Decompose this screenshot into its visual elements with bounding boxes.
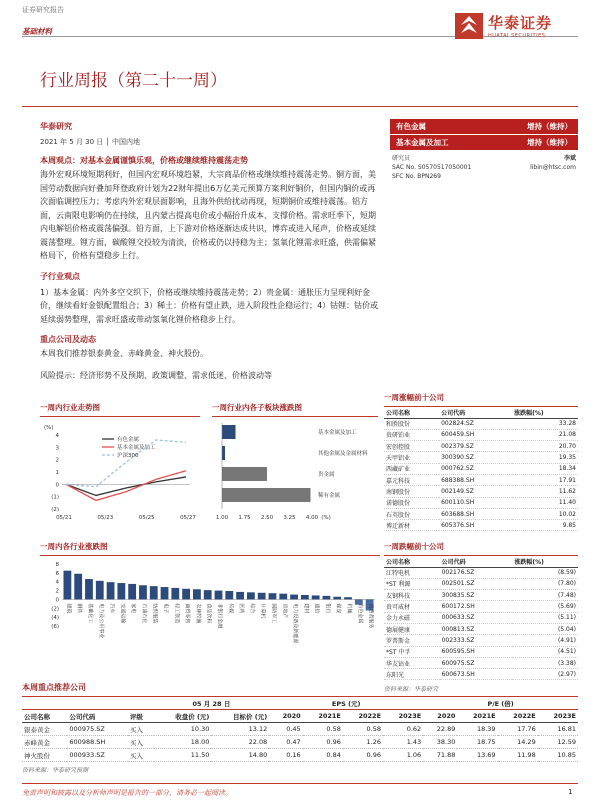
recommend-row bbox=[22, 723, 578, 736]
industry-bar bbox=[225, 591, 233, 599]
recommend-cell: 1.06 bbox=[383, 749, 423, 762]
kicker: 华泰研究 bbox=[40, 122, 72, 131]
industry-label: 纺织服装 bbox=[151, 603, 158, 624]
recommend-cell: 17.76 bbox=[498, 723, 538, 736]
col-header: 2023E bbox=[398, 712, 422, 720]
industry-bar bbox=[301, 595, 309, 599]
recommend-cell: 神火股份 bbox=[22, 749, 67, 762]
subsector-bar-chart bbox=[212, 417, 378, 532]
loser-row-cell: 600595.SH bbox=[440, 646, 513, 657]
col-header: 2022E bbox=[513, 712, 536, 720]
industry-label: 家电 bbox=[130, 603, 137, 614]
recommend-cell: 14.80 bbox=[211, 749, 269, 762]
recommend-cell: 11.50 bbox=[154, 749, 212, 762]
industry-bar bbox=[247, 592, 255, 599]
recommend-row bbox=[22, 749, 578, 762]
gainer-row bbox=[384, 452, 578, 463]
gainer-row-cell: 002379.SZ bbox=[439, 441, 512, 452]
recommend-cell: 18.39 bbox=[457, 723, 497, 736]
gainer-row-cell: 西藏矿业 bbox=[384, 463, 439, 474]
industry-label: 石油石化 bbox=[140, 603, 147, 624]
page-number: 1 bbox=[568, 788, 573, 796]
legend-label: 沪深300 bbox=[117, 453, 139, 459]
chart-1 bbox=[40, 402, 200, 532]
gainer-row bbox=[384, 486, 578, 497]
recommend-row bbox=[22, 736, 578, 749]
subsector-bar bbox=[222, 425, 236, 439]
gainer-row-cell: 9.85 bbox=[512, 520, 578, 531]
chart-3 bbox=[40, 541, 380, 676]
industry-bar bbox=[279, 594, 287, 600]
gainer-row-cell: 000762.SZ bbox=[439, 463, 512, 474]
recommend-cell: 0.45 bbox=[269, 723, 302, 736]
industry-bar bbox=[139, 585, 147, 599]
industry-bar bbox=[64, 571, 72, 600]
loser-row-cell: (4.91) bbox=[512, 635, 578, 646]
industry-label: 机械 bbox=[346, 603, 353, 614]
loser-row bbox=[384, 601, 578, 612]
rating-box bbox=[390, 119, 578, 181]
industry-label: 房地产 bbox=[281, 603, 288, 619]
recommend-cell: 1.26 bbox=[343, 736, 383, 749]
recommend-cell: 银泰黄金 bbox=[22, 723, 67, 736]
loser-row-cell: 002501.SZ bbox=[440, 578, 513, 589]
gainer-row bbox=[384, 508, 578, 519]
loser-row bbox=[384, 669, 578, 680]
recommend-cell: 0.96 bbox=[303, 736, 343, 749]
industry-label: 钢铁 bbox=[76, 603, 83, 614]
col-header: 公司代码 bbox=[69, 712, 96, 721]
x-tick: 05/25 bbox=[138, 515, 155, 521]
huatai-logo-icon bbox=[455, 13, 483, 39]
recommend-cell: 13.69 bbox=[457, 749, 497, 762]
disclaimer: 免责声明和披露以及分析师声明是报告的一部分，请务必一起阅读。 bbox=[22, 789, 232, 797]
col-header: 2022E bbox=[358, 712, 382, 720]
losers-table: 公司名称 公司代码 涨跌幅(%) 江特电机 002176.SZ (8.59) *ST 利源 002501.SZ (7.80) 友钢科技 300835.SZ (7.48) 贵可威材 600172.SH (5.69) 金力永磁 000633.SZ (5.11) 德展健康 000813.SZ (5.04) 罗普斯金 002333.SZ (4.91) *ST 中孚 600595.SH (4.51) 华友钴业 600975.SZ (3.38) 东阳光 600673.SH (2.97) bbox=[384, 556, 578, 680]
loser-row-cell: (5.04) bbox=[512, 623, 578, 634]
y-tick: (2) bbox=[51, 606, 59, 613]
gainer-row-cell: 002824.SZ bbox=[439, 418, 512, 429]
y-tick: 8 bbox=[55, 562, 59, 568]
subsector-label: 其他金属及金属材料 bbox=[318, 451, 368, 457]
recommend-section bbox=[22, 682, 578, 774]
industry-label: 煤炭 bbox=[335, 603, 342, 614]
industry-bar bbox=[258, 593, 266, 600]
industry-label: 电力设备及新能源 bbox=[292, 603, 299, 644]
industry-bar bbox=[215, 591, 223, 600]
gainer-row-cell: 33.28 bbox=[512, 418, 578, 429]
industry-label: 电子 bbox=[162, 603, 169, 614]
recommend-cell: 71.88 bbox=[423, 749, 457, 762]
x-tick: 05/23 bbox=[97, 515, 114, 521]
y-tick: 1 bbox=[55, 470, 59, 476]
col-header: 公司名称 bbox=[24, 712, 50, 721]
recommend-cell: 0.62 bbox=[383, 723, 423, 736]
gainers-panel bbox=[384, 392, 578, 531]
analyst-email[interactable]: libin@htsc.com bbox=[530, 164, 576, 171]
industry-label: 基础化工 bbox=[86, 603, 93, 624]
chart-3-title: 一周内各行业涨跌图 bbox=[40, 541, 380, 556]
industry-label: 医药 bbox=[238, 603, 245, 614]
loser-row-cell: 600172.SH bbox=[440, 601, 513, 612]
industry-bar bbox=[161, 587, 169, 599]
loser-row-cell: (2.97) bbox=[512, 669, 578, 680]
rating-row: 基本金属及加工 增持（维持） bbox=[390, 134, 578, 150]
loser-row-cell: 300835.SZ bbox=[440, 590, 513, 601]
chart-1-title: 一周内行业走势图 bbox=[40, 402, 200, 417]
industry-bar bbox=[96, 581, 104, 600]
recommend-cell: 赤峰黄金 bbox=[22, 736, 67, 749]
risk-text: 风险提示：经济形势不及预期、政策调整、需求低迷、价格波动等 bbox=[40, 370, 272, 380]
x-tick: 05/21 bbox=[56, 515, 72, 521]
loser-row-cell: (5.69) bbox=[512, 601, 578, 612]
recommend-cell: 0.16 bbox=[269, 749, 302, 762]
gainer-row-cell: 博迁新材 bbox=[384, 520, 439, 531]
industry-bar bbox=[236, 592, 244, 600]
focus-body: 本周我们推荐银泰黄金、赤峰黄金、神火股份。 bbox=[40, 349, 208, 358]
losers-panel bbox=[384, 541, 578, 693]
sfc-no: SFC No. BPN269 bbox=[392, 173, 441, 180]
x-tick: 2.50 bbox=[260, 515, 274, 521]
gainers-table: 公司名称 公司代码 涨跌幅(%) 和胜股份 002824.SZ 33.28 贵研铂业 600459.SH 21.08 宏创控股 002379.SZ 20.70 天甲铝业 300390.SZ 19.35 西藏矿业 000762.SZ 18.34 嘉元科技 688388.SH 17.91 南钢股份 002149.SZ 11.62 诺德股份 600110.SH 11.40 石英股份 603688.SH 10.02 博迁新材 605376.SH 9.85 bbox=[384, 407, 578, 531]
loser-row-cell: 贵可威材 bbox=[384, 601, 440, 612]
loser-row-cell: 002176.SZ bbox=[440, 567, 513, 578]
analyst-name: 李斌 bbox=[563, 155, 576, 162]
gainers-title: 一周涨幅前十公司 bbox=[384, 392, 578, 407]
recommend-cell: 买入 bbox=[128, 723, 154, 736]
y-unit: (%) bbox=[44, 425, 54, 431]
industry-label: 食品饮料 bbox=[205, 603, 212, 624]
loser-row-cell: 东阳光 bbox=[384, 669, 440, 680]
gainer-row-cell: 605376.SH bbox=[439, 520, 512, 531]
series-line bbox=[66, 477, 186, 496]
loser-row-cell: 德展健康 bbox=[384, 623, 440, 634]
gainer-row-cell: 19.35 bbox=[512, 452, 578, 463]
industry-label: 电力及公用事业 bbox=[97, 603, 104, 639]
recommend-cell: 18.00 bbox=[154, 736, 212, 749]
footer-rule bbox=[22, 783, 578, 784]
loser-row-cell: 600673.SH bbox=[440, 669, 513, 680]
industry-label: 建材 bbox=[302, 603, 309, 614]
industry-bar bbox=[193, 589, 201, 599]
loser-row-cell: 罗普斯金 bbox=[384, 635, 440, 646]
gainer-row-cell: 21.08 bbox=[512, 429, 578, 440]
industry-bar-chart bbox=[40, 556, 380, 680]
gainer-row-cell: 石英股份 bbox=[384, 508, 439, 519]
y-tick: (6) bbox=[51, 624, 59, 630]
subsector-bar bbox=[222, 467, 267, 481]
gainer-row-cell: 20.70 bbox=[512, 441, 578, 452]
chart-2-title: 一周行业内各子板块涨跌图 bbox=[212, 402, 378, 417]
viewpoint-title: 对基本金属谨慎乐观，价格或继续维持震荡走势 bbox=[80, 156, 248, 165]
recommend-cell: 1.43 bbox=[383, 736, 423, 749]
gainer-row-cell: 18.34 bbox=[512, 463, 578, 474]
focus-title: 重点公司及动态 bbox=[40, 335, 96, 344]
subsector-label: 贵金属 bbox=[318, 472, 335, 478]
loser-row bbox=[384, 567, 578, 578]
x-tick: 05/27 bbox=[180, 515, 196, 521]
logo-cn: 华泰证券 bbox=[488, 14, 553, 32]
loser-row-cell: (8.59) bbox=[512, 567, 578, 578]
y-tick: 4 bbox=[55, 433, 59, 439]
loser-row bbox=[384, 623, 578, 634]
industry-label: 农林牧渔 bbox=[194, 603, 201, 624]
gainer-row-cell: 17.91 bbox=[512, 474, 578, 485]
recommend-cell: 0.58 bbox=[303, 723, 343, 736]
loser-row-cell: *ST 利源 bbox=[384, 578, 440, 589]
gainer-row-cell: 宏创控股 bbox=[384, 441, 439, 452]
loser-row-cell: 002333.SZ bbox=[440, 635, 513, 646]
gainer-row-cell: 和胜股份 bbox=[384, 418, 439, 429]
y-tick: 0 bbox=[55, 482, 59, 489]
losers-source: 资料来源：华泰研究 bbox=[384, 686, 439, 694]
industry-bar bbox=[204, 590, 212, 599]
industry-bar bbox=[117, 583, 125, 599]
industry-bar bbox=[85, 579, 93, 599]
industry-bar bbox=[107, 582, 115, 599]
logo bbox=[455, 12, 552, 39]
loser-row-cell: (7.80) bbox=[512, 578, 578, 589]
loser-row bbox=[384, 590, 578, 601]
col-header: 目标价 (元) bbox=[233, 712, 268, 721]
industry-bar bbox=[323, 596, 331, 600]
industry-label: 通信 bbox=[313, 603, 320, 614]
gainer-row-cell: 688388.SH bbox=[439, 474, 512, 485]
recommend-cell: 11.98 bbox=[498, 749, 538, 762]
analyst-label: 研究员 bbox=[392, 155, 411, 162]
recommend-table: 05 月 28 日 EPS (元) P/E (倍) 公司名称 公司代码 评级 收盘价 (元) 目标价 (元) 2020 2021E 2022E 2023E 2020 2021E 2022E 2023E 银泰黄金 000975.SZ 买入 10.30 13.12 0.45 0.58 0.58 0.62 22.89 18.39 17.76 16.81 赤峰黄金 600988.SH 买入 18.00 22.08 0.47 0.96 1.26 1.43 38.30 18.75 14.29 12.59 神火股份 000933.SZ 买入 11.50 14.80 0.16 0.84 0.96 1.06 71.88 13.69 11.98 10.85 bbox=[22, 696, 578, 762]
loser-row-cell: 华友钴业 bbox=[384, 657, 440, 668]
gainer-row bbox=[384, 497, 578, 508]
y-tick: 4 bbox=[55, 579, 59, 586]
loser-row bbox=[384, 646, 578, 657]
loser-row-cell: (5.11) bbox=[512, 612, 578, 623]
loser-row bbox=[384, 612, 578, 623]
recommend-cell: 12.59 bbox=[538, 736, 578, 749]
gainer-row-cell: 600459.SH bbox=[439, 429, 512, 440]
recommend-cell: 000975.SZ bbox=[67, 723, 127, 736]
recommend-cell: 000933.SZ bbox=[67, 749, 127, 762]
loser-row-cell: 金力永磁 bbox=[384, 612, 440, 623]
col-header: 收盘价 (元) bbox=[175, 712, 210, 721]
recommend-title: 本周重点推荐公司 bbox=[22, 683, 86, 692]
x-tick: 4.00 bbox=[305, 515, 319, 521]
recommend-cell: 38.30 bbox=[423, 736, 457, 749]
industry-label: 商贸零售 bbox=[184, 603, 191, 624]
industry-label: 轻工制造 bbox=[173, 603, 180, 624]
x-tick: 3.25 bbox=[283, 515, 296, 521]
industry-bar bbox=[344, 597, 352, 599]
recommend-cell: 13.12 bbox=[211, 723, 269, 736]
gainer-row bbox=[384, 463, 578, 474]
loser-row bbox=[384, 635, 578, 646]
col-header: 2021E bbox=[473, 712, 496, 720]
subsector-label: 稀有金属 bbox=[318, 493, 341, 499]
series-line bbox=[66, 471, 186, 501]
subsector-bar bbox=[222, 446, 225, 460]
recommend-cell: 10.85 bbox=[538, 749, 578, 762]
recommend-cell: 0.96 bbox=[343, 749, 383, 762]
col-header: 2021E bbox=[318, 712, 341, 720]
y-tick: 2 bbox=[55, 588, 59, 595]
date-line: 2021 年 5 月 30 日 │ 中国内地 bbox=[40, 138, 140, 146]
gainer-row-cell: 11.40 bbox=[512, 497, 578, 508]
subsector-label: 基本金属及加工 bbox=[318, 430, 357, 436]
recommend-cell: 22.08 bbox=[211, 736, 269, 749]
loser-row bbox=[384, 657, 578, 668]
recommend-cell: 600988.SH bbox=[67, 736, 127, 749]
recommend-cell: 0.84 bbox=[303, 749, 343, 762]
col-header: 2020 bbox=[437, 712, 456, 720]
loser-row-cell: 江特电机 bbox=[384, 567, 440, 578]
loser-row-cell: *ST 中孚 bbox=[384, 646, 440, 657]
gainer-row-cell: 600110.SH bbox=[439, 497, 512, 508]
x-tick: (%) bbox=[321, 515, 331, 521]
rating-row: 有色金属 增持（维持） bbox=[396, 122, 572, 131]
gainer-row bbox=[384, 520, 578, 531]
gainer-row-cell: 300390.SZ bbox=[439, 452, 512, 463]
industry-bar bbox=[171, 588, 179, 600]
recommend-cell: 10.30 bbox=[154, 723, 212, 736]
recommend-cell: 买入 bbox=[128, 736, 154, 749]
gainer-row-cell: 603688.SH bbox=[439, 508, 512, 519]
industry-bar bbox=[74, 574, 82, 600]
industry-label: 综合 bbox=[248, 603, 255, 614]
chart-2 bbox=[212, 402, 378, 532]
y-tick: 3 bbox=[55, 445, 59, 452]
gainer-row bbox=[384, 418, 578, 429]
industry-label: 消费者服务 bbox=[367, 603, 374, 629]
recommend-cell: 买入 bbox=[128, 749, 154, 762]
y-tick: (2) bbox=[51, 507, 59, 513]
y-tick: (1) bbox=[51, 494, 59, 501]
y-tick: 2 bbox=[55, 457, 59, 464]
col-header: 2023E bbox=[553, 712, 576, 720]
gainer-row-cell: 10.02 bbox=[512, 508, 578, 519]
report-type: 证券研究报告 bbox=[22, 6, 64, 14]
industry-label: 非银行金融 bbox=[216, 603, 223, 629]
industry-bar bbox=[333, 597, 341, 600]
page-title: 行业周报（第二十一周） bbox=[40, 71, 227, 91]
industry-label: 传媒 bbox=[227, 603, 234, 614]
gainer-row-cell: 002149.SZ bbox=[439, 486, 512, 497]
loser-row-cell: 600975.SZ bbox=[440, 657, 513, 668]
loser-row-cell: (7.48) bbox=[512, 590, 578, 601]
viewpoint-label: 本周观点： bbox=[40, 156, 80, 165]
recommend-cell: 14.29 bbox=[498, 736, 538, 749]
industry-label: 银行 bbox=[324, 603, 331, 614]
gainer-row-cell: 天甲铝业 bbox=[384, 452, 439, 463]
loser-row-cell: 友钢科技 bbox=[384, 590, 440, 601]
industry-label: 汽车 bbox=[108, 603, 115, 614]
industry-label: 建筑 bbox=[65, 603, 72, 614]
gainer-row bbox=[384, 429, 578, 440]
y-tick: 0 bbox=[55, 597, 59, 604]
y-tick: (4) bbox=[51, 615, 59, 622]
gainer-row-cell: 11.62 bbox=[512, 486, 578, 497]
industry-label: 有色金属 bbox=[356, 603, 363, 624]
industry-bar bbox=[128, 584, 136, 600]
sub-body: 1）基本金属：内外多空交织下，价格或继续维持震荡走势；2）贵金属：通胀压力呈现利好金价，继续看好金银配置组合；3）稀土：价格有望止跌，进入阶段性企稳运行；4）钴锂：钴价或延续弱势整理，需求旺盛或带动氢氧化锂价格稳步上行。 bbox=[40, 287, 379, 324]
gainer-row-cell: 嘉元科技 bbox=[384, 474, 439, 485]
y-tick: 6 bbox=[55, 570, 59, 577]
recommend-cell: 16.81 bbox=[538, 723, 578, 736]
industry-bar bbox=[182, 589, 190, 600]
gainer-row-cell: 诺德股份 bbox=[384, 497, 439, 508]
industry-label: 计算机 bbox=[259, 603, 266, 619]
subsector-bar bbox=[222, 488, 311, 502]
industry-label: 国防军工 bbox=[270, 603, 277, 624]
gainer-row-cell: 贵研铂业 bbox=[384, 429, 439, 440]
industry-bar bbox=[290, 595, 298, 600]
industry-label: 交通运输 bbox=[119, 603, 126, 624]
recommend-cell: 0.58 bbox=[343, 723, 383, 736]
sac-no: SAC No. S0570517050001 bbox=[392, 164, 472, 171]
recommend-cell: 0.47 bbox=[269, 736, 302, 749]
loser-row bbox=[384, 578, 578, 589]
industry-bar bbox=[312, 595, 320, 599]
industry-bar bbox=[150, 586, 158, 599]
recommend-cell: 22.89 bbox=[423, 723, 457, 736]
sub-title: 子行业观点 bbox=[40, 271, 80, 281]
gainer-row-cell: 南钢股份 bbox=[384, 486, 439, 497]
loser-row-cell: (3.38) bbox=[512, 657, 578, 668]
loser-row-cell: (4.51) bbox=[512, 646, 578, 657]
gainer-row bbox=[384, 474, 578, 485]
industry-bar bbox=[269, 593, 277, 599]
legend-label: 基本金属及加工 bbox=[117, 445, 156, 451]
loser-row-cell: 000633.SZ bbox=[440, 612, 513, 623]
viewpoint-body: 海外宏观环境短期利好，但国内宏观环境趋紧，大宗商品价格或继续维持震荡走势。铜方面，美国劳动数据向好叠加拜登政府计划为22财年提出6万亿美元预算方案利好铜价，但国内铜价或再次面临调控压力；考虑内外宏观层面影响，且海外供给扰动再现，短期铜价或维持震荡。铝方面，云南限电影响仍在持续，且内蒙古提高电价或小幅抬升成本、支撑价格。需求旺季下，短期内电解铝价格或震荡偏强。铅方面，上下游对价格逐渐达成共识，博弈或进入尾声，价格或延续震荡整理。锂方面，碳酸锂交投较为清淡，价格或仍以持稳为主；氢氧化锂需求旺盛，供需偏紧格局下，价格有望稳步上行。 bbox=[40, 170, 376, 260]
logo-en: HUATAI SECURITIES bbox=[488, 33, 546, 39]
title-rule bbox=[22, 106, 578, 107]
col-header: 评级 bbox=[129, 712, 143, 721]
loser-row-cell: 000813.SZ bbox=[440, 623, 513, 634]
gainer-row bbox=[384, 441, 578, 452]
x-tick: 1.75 bbox=[238, 515, 251, 521]
recommend-cell: 18.75 bbox=[457, 736, 497, 749]
line-chart bbox=[40, 417, 200, 527]
col-header: 2020 bbox=[282, 712, 301, 720]
losers-title: 一周跌幅前十公司 bbox=[384, 541, 578, 556]
x-tick: 1.00 bbox=[215, 515, 229, 521]
legend-label: 有色金属 bbox=[117, 437, 140, 443]
recommend-source: 资料来源：华泰研究预测 bbox=[22, 767, 89, 774]
category-label: 基础材料 bbox=[22, 27, 52, 36]
